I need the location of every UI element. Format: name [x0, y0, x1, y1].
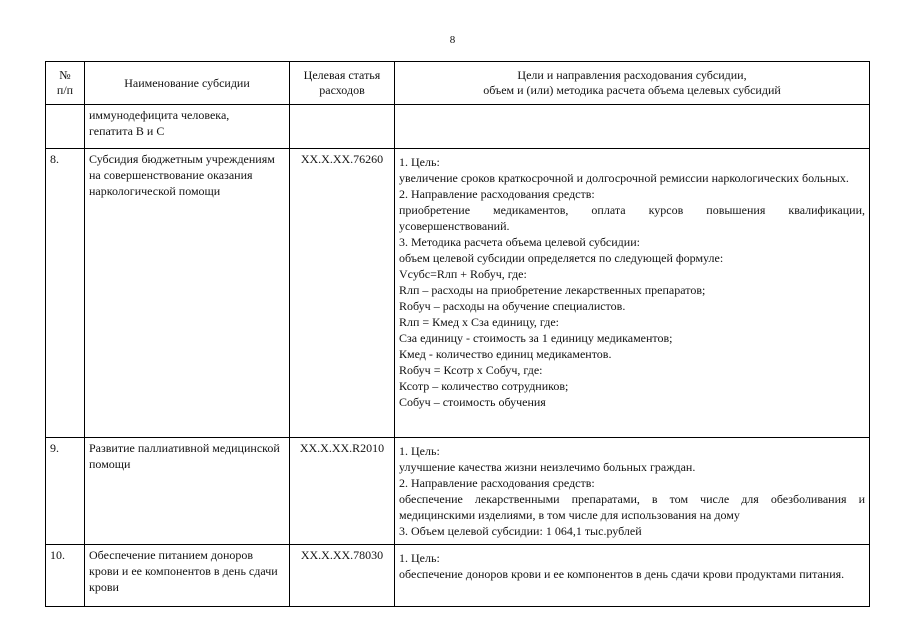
row-num: 10.	[46, 545, 85, 607]
row-name: Развитие паллиативной медицинской помощи	[85, 438, 290, 545]
detail-line: Vсубс=Rлп + Rобуч, где:	[399, 267, 527, 281]
detail-line: 1. Цель:	[399, 155, 440, 169]
table-row	[46, 438, 870, 545]
table-row	[46, 105, 870, 149]
table-header-row	[46, 62, 870, 105]
detail-line: Собуч – стоимость обучения	[399, 395, 546, 409]
detail-line: улучшение качества жизни неизлечимо больных граждан.	[399, 460, 696, 474]
detail-line: Rобуч = Ксотр х Собуч, где:	[399, 363, 543, 377]
subsidy-table	[45, 61, 870, 607]
row-details	[395, 149, 870, 438]
detail-line: Сза единицу - стоимость за 1 единицу медикаментов;	[399, 331, 673, 345]
row-code: ХХ.Х.ХХ.78030	[290, 545, 395, 607]
header-code: Целевая статья расходов	[290, 62, 395, 105]
detail-line: 1. Цель:	[399, 551, 440, 565]
row-details	[395, 545, 870, 607]
header-num: № п/п	[46, 62, 85, 105]
detail-line: Кмед - количество единиц медикаментов.	[399, 347, 612, 361]
row-details	[395, 438, 870, 545]
row-code: ХХ.Х.ХХ.R2010	[290, 438, 395, 545]
detail-line: Rобуч – расходы на обучение специалистов.	[399, 299, 626, 313]
detail-line: 2. Направление расходования средств:	[399, 476, 595, 490]
row-num	[46, 105, 85, 149]
row-num: 8.	[46, 149, 85, 438]
detail-line: обеспечение лекарственными препаратами, в том числе для обезболивания и медицинскими изделиями, в том числе для использования на дому	[399, 492, 865, 522]
detail-line: объем целевой субсидии определяется по следующей формуле:	[399, 251, 724, 265]
table-row	[46, 545, 870, 607]
detail-line: приобретение медикаментов, оплата курсов повышения квалификации, усовершенствований.	[399, 203, 865, 233]
row-name: Обеспечение питанием доноров крови и ее компонентов в день сдачи крови	[85, 545, 290, 607]
detail-line: 2. Направление расходования средств:	[399, 187, 595, 201]
detail-line: 3. Объем целевой субсидии: 1 064,1 тыс.рублей	[399, 524, 642, 538]
detail-line: Rлп = Кмед х Сза единицу, где:	[399, 315, 559, 329]
detail-line: увеличение сроков краткосрочной и долгосрочной ремиссии наркологических больных.	[399, 171, 849, 185]
detail-line: Rлп – расходы на приобретение лекарственных препаратов;	[399, 283, 706, 297]
row-num: 9.	[46, 438, 85, 545]
detail-line: 1. Цель:	[399, 444, 440, 458]
row-name: иммунодефицита человека, гепатита В и С	[85, 105, 290, 149]
row-details	[395, 105, 870, 149]
header-name: Наименование субсидии	[85, 62, 290, 105]
detail-line: Ксотр – количество сотрудников;	[399, 379, 569, 393]
detail-line: 3. Методика расчета объема целевой субсидии:	[399, 235, 640, 249]
row-name: Субсидия бюджетным учреждениям на совершенствование оказания наркологической помощи	[85, 149, 290, 438]
row-code	[290, 105, 395, 149]
row-code: ХХ.Х.ХХ.76260	[290, 149, 395, 438]
detail-line: обеспечение доноров крови и ее компонентов в день сдачи крови продуктами питания.	[399, 567, 845, 581]
table-row	[46, 149, 870, 438]
page-number: 8	[449, 34, 456, 46]
header-details: Цели и направления расходования субсидии, объем и (или) методика расчета объема целевых субсидий	[395, 62, 870, 105]
